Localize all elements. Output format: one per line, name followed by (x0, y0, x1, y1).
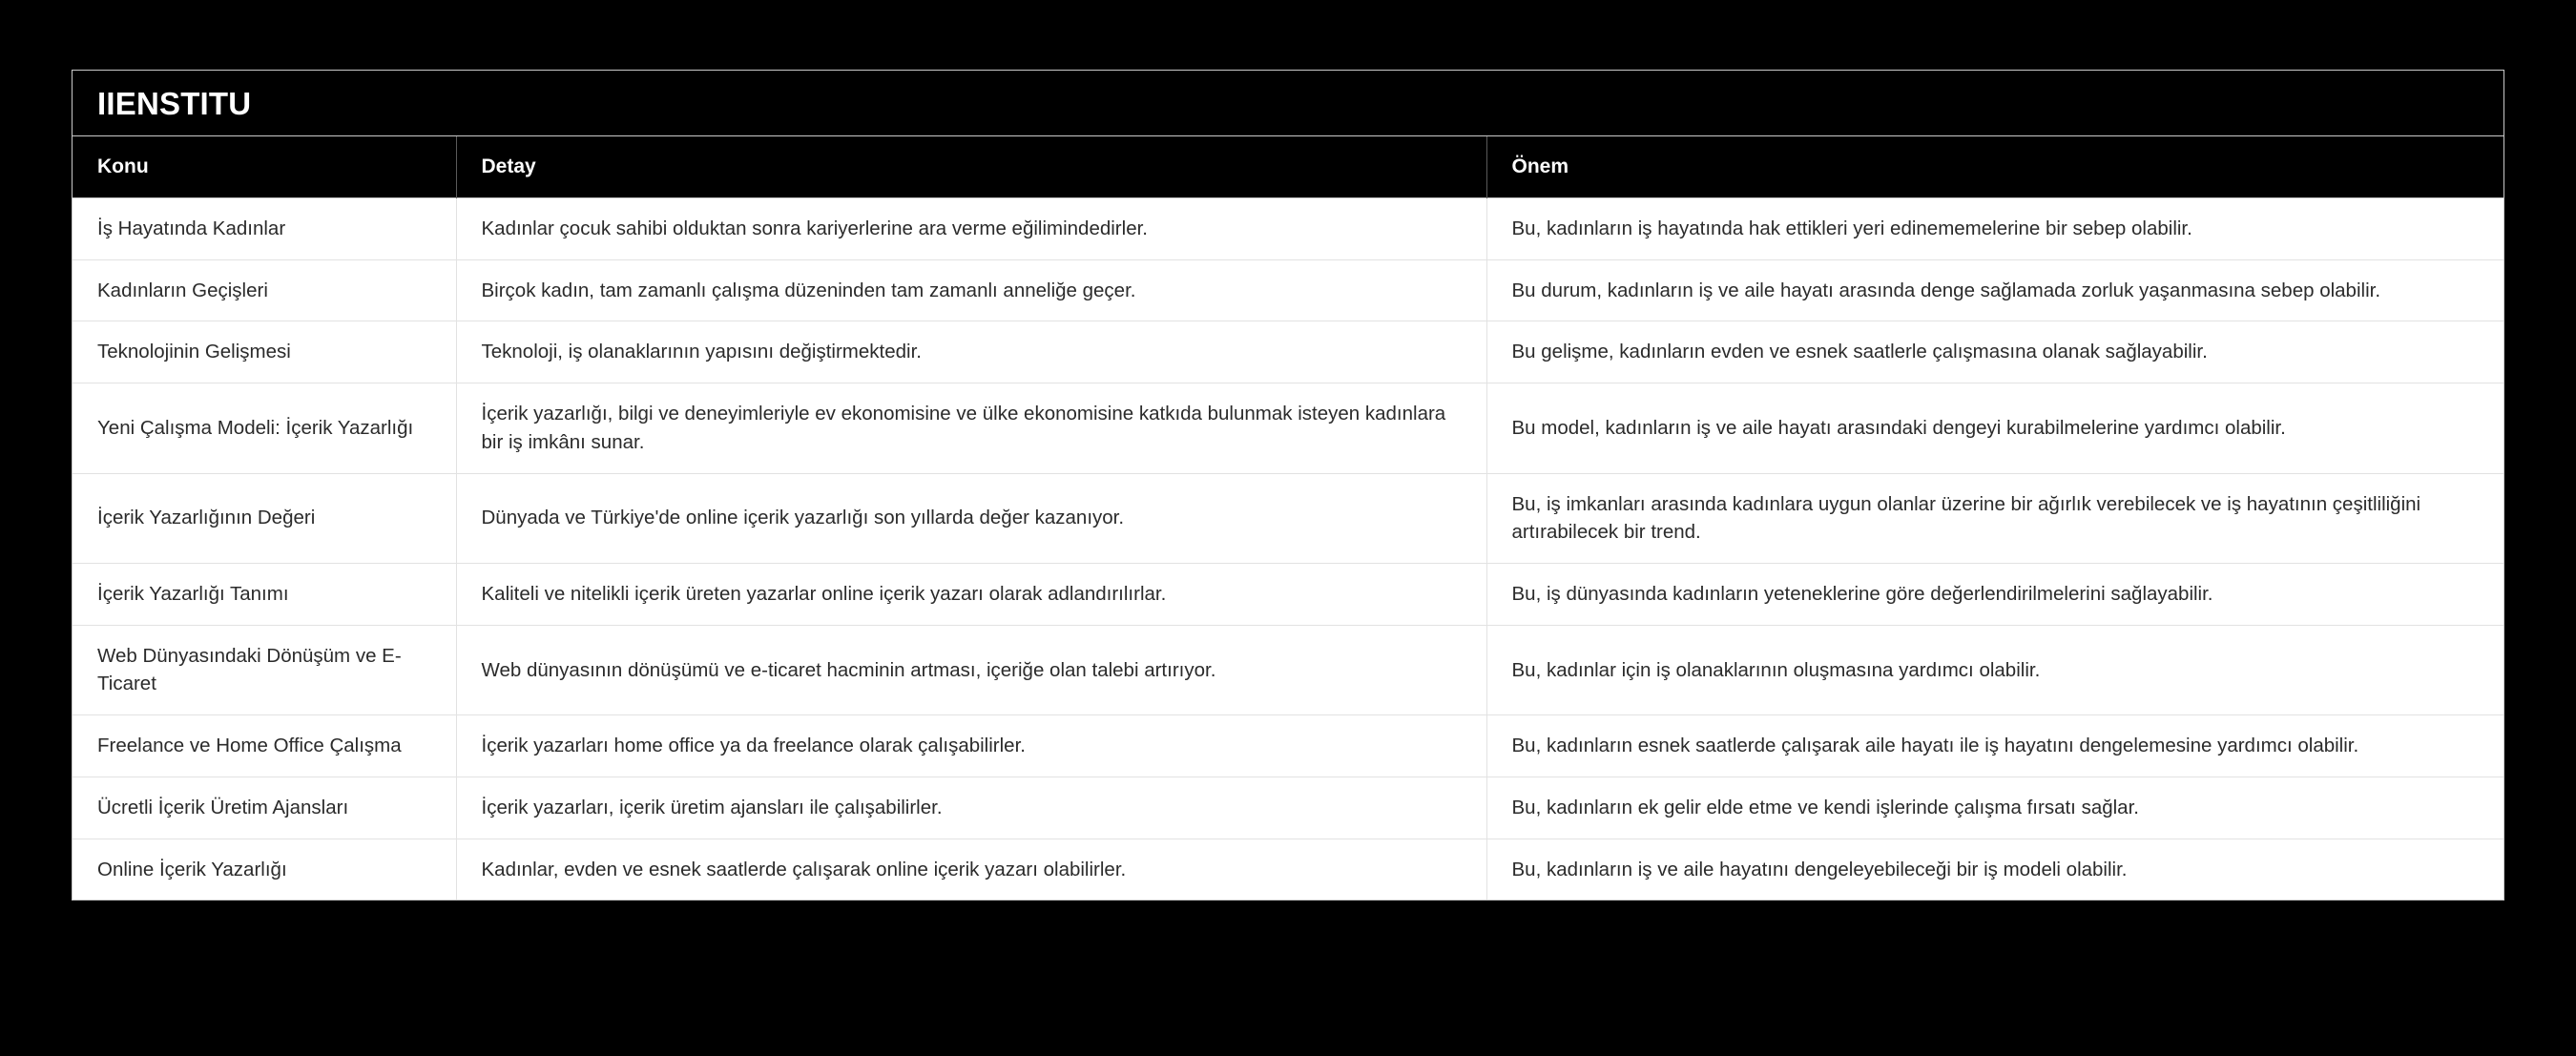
cell-detay: İçerik yazarları home office ya da freelance olarak çalışabilirler. (456, 715, 1486, 777)
table-row (73, 776, 2503, 839)
cell-detay: Kadınlar çocuk sahibi olduktan sonra kariyerlerine ara verme eğilimindedirler. (456, 198, 1486, 260)
brand-logo-text: IIENSTITU (97, 85, 252, 121)
column-header-detay: Detay (456, 136, 1486, 198)
cell-onem: Bu, kadınların iş hayatında hak ettikleri yeri edinememelerine bir sebep olabilir. (1486, 198, 2503, 260)
table-header-row (73, 136, 2503, 198)
table-row (73, 259, 2503, 321)
table-body (73, 198, 2503, 901)
cell-detay: Kadınlar, evden ve esnek saatlerde çalışarak online içerik yazarı olabilirler. (456, 839, 1486, 900)
cell-onem: Bu, iş dünyasında kadınların yeteneklerine göre değerlendirilmelerini sağlayabilir. (1486, 564, 2503, 626)
cell-konu: Web Dünyasındaki Dönüşüm ve E-Ticaret (73, 625, 456, 714)
content-table (73, 136, 2503, 900)
table-row (73, 321, 2503, 383)
table-row (73, 625, 2503, 714)
cell-konu: Kadınların Geçişleri (73, 259, 456, 321)
cell-onem: Bu durum, kadınların iş ve aile hayatı arasında denge sağlamada zorluk yaşanmasına sebep olabilir. (1486, 259, 2503, 321)
cell-onem: Bu, kadınlar için iş olanaklarının oluşmasına yardımcı olabilir. (1486, 625, 2503, 714)
cell-detay: Birçok kadın, tam zamanlı çalışma düzeninden tam zamanlı anneliğe geçer. (456, 259, 1486, 321)
cell-detay: İçerik yazarlığı, bilgi ve deneyimleriyle ev ekonomisine ve ülke ekonomisine katkıda bulunmak isteyen kadınlara bir iş imkânı sunar. (456, 383, 1486, 473)
cell-detay: Kaliteli ve nitelikli içerik üreten yazarlar online içerik yazarı olarak adlandırılırlar. (456, 564, 1486, 626)
table-row (73, 564, 2503, 626)
cell-konu: Ücretli İçerik Üretim Ajansları (73, 776, 456, 839)
cell-detay: Teknoloji, iş olanaklarının yapısını değiştirmektedir. (456, 321, 1486, 383)
column-header-onem: Önem (1486, 136, 2503, 198)
cell-onem: Bu gelişme, kadınların evden ve esnek saatlerle çalışmasına olanak sağlayabilir. (1486, 321, 2503, 383)
table-row (73, 383, 2503, 473)
cell-onem: Bu model, kadınların iş ve aile hayatı arasındaki dengeyi kurabilmelerine yardımcı olabilir. (1486, 383, 2503, 473)
cell-konu: İçerik Yazarlığı Tanımı (73, 564, 456, 626)
cell-detay: Web dünyasının dönüşümü ve e-ticaret hacminin artması, içeriğe olan talebi artırıyor. (456, 625, 1486, 714)
cell-onem: Bu, kadınların esnek saatlerde çalışarak aile hayatı ile iş hayatını dengelemesine yardımcı olabilir. (1486, 715, 2503, 777)
cell-konu: Online İçerik Yazarlığı (73, 839, 456, 900)
cell-onem: Bu, iş imkanları arasında kadınlara uygun olanlar üzerine bir ağırlık verebilecek ve iş hayatının çeşitliliğini artırabilecek bir trend. (1486, 473, 2503, 563)
cell-konu: Yeni Çalışma Modeli: İçerik Yazarlığı (73, 383, 456, 473)
cell-konu: Freelance ve Home Office Çalışma (73, 715, 456, 777)
table-head (73, 136, 2503, 198)
table-row (73, 473, 2503, 563)
brand-header (73, 71, 2503, 136)
column-header-konu: Konu (73, 136, 456, 198)
cell-onem: Bu, kadınların ek gelir elde etme ve kendi işlerinde çalışma fırsatı sağlar. (1486, 776, 2503, 839)
content-table-card (72, 70, 2504, 901)
cell-konu: İçerik Yazarlığının Değeri (73, 473, 456, 563)
table-row (73, 715, 2503, 777)
cell-detay: Dünyada ve Türkiye'de online içerik yazarlığı son yıllarda değer kazanıyor. (456, 473, 1486, 563)
cell-konu: İş Hayatında Kadınlar (73, 198, 456, 260)
cell-konu: Teknolojinin Gelişmesi (73, 321, 456, 383)
cell-detay: İçerik yazarları, içerik üretim ajansları ile çalışabilirler. (456, 776, 1486, 839)
table-row (73, 198, 2503, 260)
cell-onem: Bu, kadınların iş ve aile hayatını dengeleyebileceği bir iş modeli olabilir. (1486, 839, 2503, 900)
table-row (73, 839, 2503, 900)
